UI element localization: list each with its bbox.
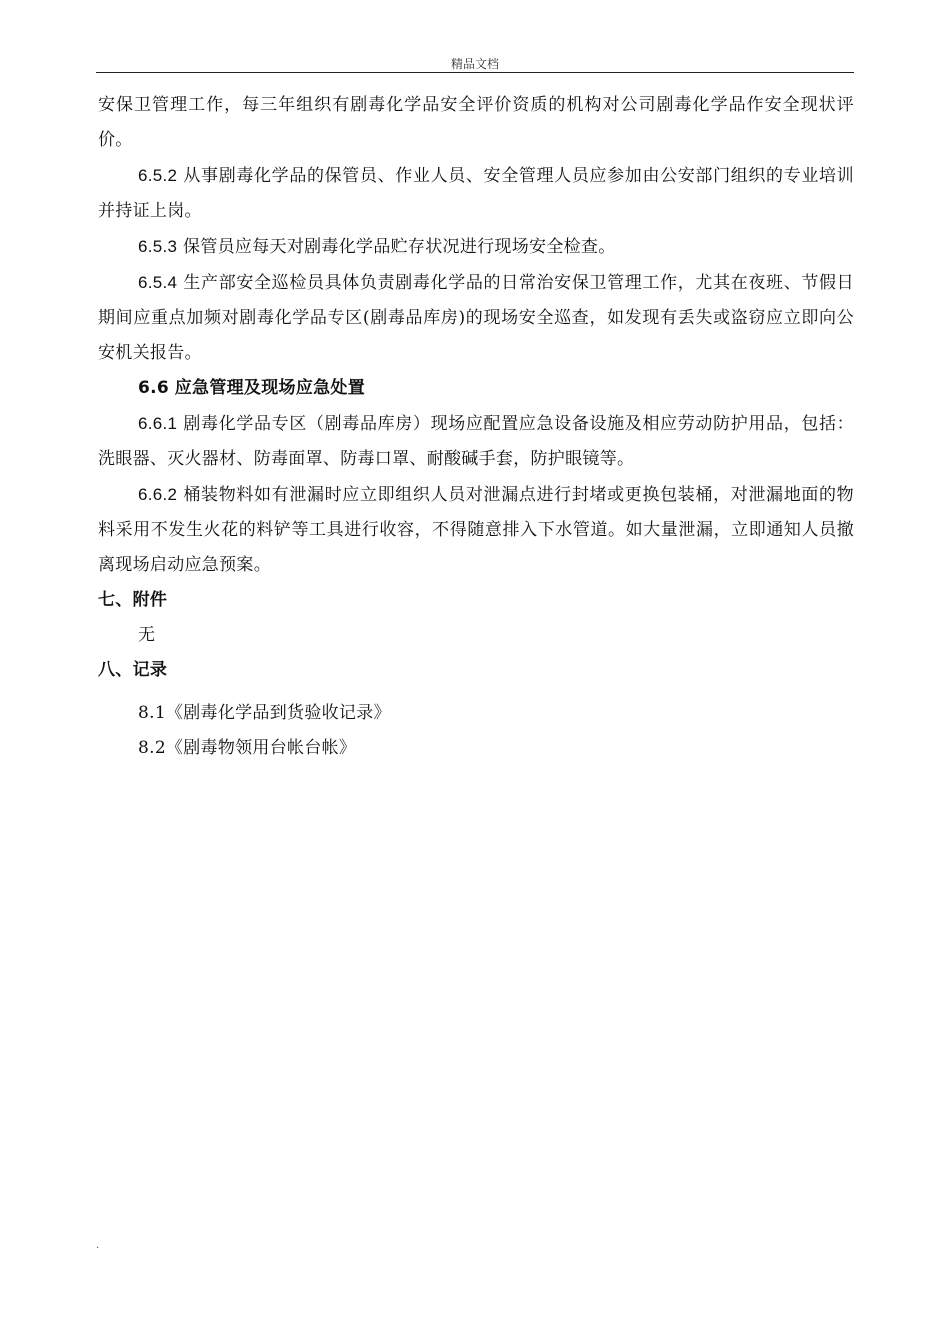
clause-text: 剧毒化学品专区（剧毒品库房）现场应配置应急设备设施及相应劳动防护用品，包括：洗眼器、灭火器材、防毒面罩、防毒口罩、耐酸碱手套，防护眼镜等。 bbox=[98, 414, 854, 469]
record-item: 8.1《剧毒化学品到货验收记录》 bbox=[138, 703, 391, 723]
clause-6-6-1 bbox=[98, 406, 854, 477]
clause-6-6-2 bbox=[98, 477, 854, 583]
clause-number: 6.5.4 bbox=[138, 273, 178, 292]
section-7-heading: 七、附件 bbox=[98, 590, 168, 610]
section-7-content: 无 bbox=[138, 625, 156, 645]
clause-text: 桶装物料如有泄漏时应立即组织人员对泄漏点进行封堵或更换包装桶，对泄漏地面的物料采用不发生火花的料铲等工具进行收容，不得随意排入下水管道。如大量泄漏，立即通知人员撤离现场启动应急预案。 bbox=[98, 485, 854, 575]
clause-6-5-3 bbox=[98, 229, 854, 265]
clause-number: 6.5.2 bbox=[138, 166, 178, 185]
page-header: 精品文档 bbox=[450, 57, 499, 71]
header-divider bbox=[96, 72, 854, 73]
footer-mark: . bbox=[96, 1240, 100, 1251]
document-body bbox=[98, 88, 854, 766]
clause-6-5-4 bbox=[98, 265, 854, 371]
clause-number: 6.5.3 bbox=[138, 237, 178, 256]
section-8-heading: 八、记录 bbox=[98, 660, 168, 680]
paragraph-continuation: 安保卫管理工作，每三年组织有剧毒化学品安全评价资质的机构对公司剧毒化学品作安全现状评价。 bbox=[98, 95, 854, 150]
clause-6-5-2 bbox=[98, 158, 854, 229]
clause-text: 从事剧毒化学品的保管员、作业人员、安全管理人员应参加由公安部门组织的专业培训并持证上岗。 bbox=[98, 166, 854, 221]
record-item: 8.2《剧毒物领用台帐台帐》 bbox=[138, 738, 357, 758]
section-title: 应急管理及现场应急处置 bbox=[174, 378, 366, 398]
clause-text: 保管员应每天对剧毒化学品贮存状况进行现场安全检查。 bbox=[183, 237, 616, 257]
section-number: 6.6 bbox=[138, 378, 170, 398]
clause-number: 6.6.1 bbox=[138, 414, 178, 433]
clause-number: 6.6.2 bbox=[138, 485, 178, 504]
clause-text: 生产部安全巡检员具体负责剧毒化学品的日常治安保卫管理工作，尤其在夜班、节假日期间应重点加频对剧毒化学品专区(剧毒品库房)的现场安全巡查，如发现有丢失或盗窃应立即向公安机关报告。 bbox=[98, 273, 854, 363]
section-6-6-heading bbox=[98, 371, 854, 406]
